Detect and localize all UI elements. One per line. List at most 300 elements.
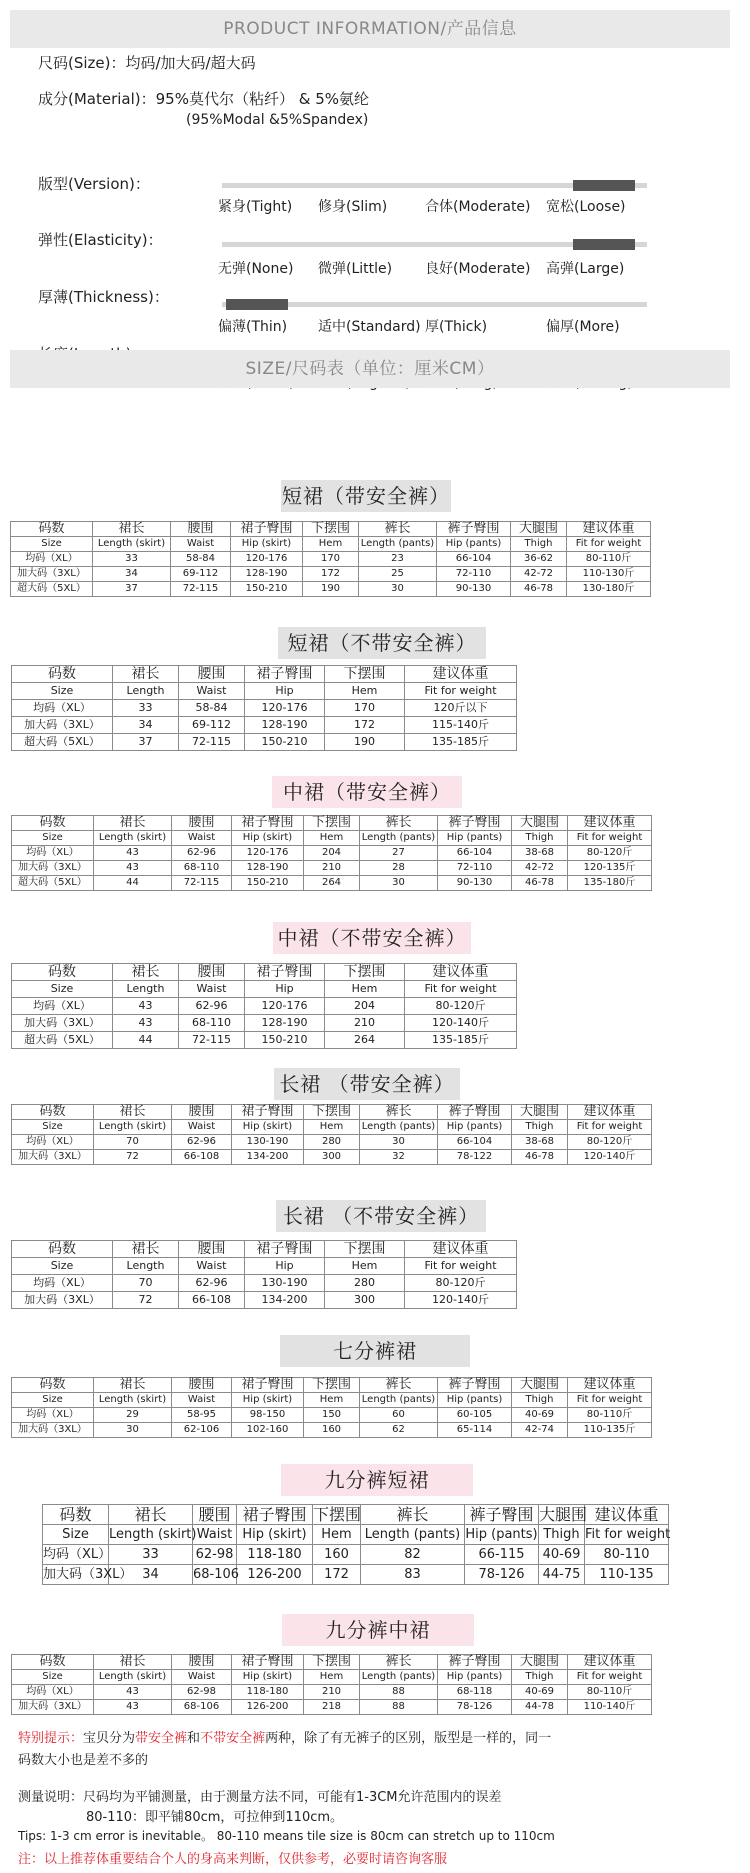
table-header-cn [43, 1505, 669, 1525]
table-header-en [12, 831, 652, 846]
attribute-option: 良好(Moderate) [425, 261, 531, 277]
table-cell: 43 [113, 1015, 179, 1032]
table-cell: 78-122 [438, 1150, 512, 1165]
table-cell: Fit for weight [568, 1670, 652, 1685]
table-cell: Size [43, 1525, 109, 1545]
table-cell: 裙子臀围 [232, 1378, 304, 1393]
table-cell: 38-68 [512, 1135, 568, 1150]
table-cell: Hip (skirt) [232, 831, 304, 846]
product-info-header: PRODUCT INFORMATION/产品信息 [10, 10, 730, 48]
size-table-title: 短裙（带安全裤） [281, 480, 451, 512]
table-cell: 72-115 [179, 1032, 245, 1049]
table-cell: 204 [325, 998, 405, 1015]
size-table-title: 九分裤中裙 [282, 1614, 474, 1646]
table-cell: 33 [109, 1545, 193, 1565]
table-cell: 135-180斤 [568, 876, 652, 891]
table-cell: 60 [360, 1408, 438, 1423]
table-cell: 裙子臀围 [232, 816, 304, 831]
special-tip-line2: 码数大小也是差不多的 [18, 1753, 149, 1768]
table-cell: 72-115 [172, 876, 232, 891]
table-cell: 裤子臀围 [438, 816, 512, 831]
table-header-cn [12, 666, 517, 683]
table-cell: Thigh [512, 1120, 568, 1135]
table-cell: 超大码（5XL） [12, 1032, 113, 1049]
table-cell: 34 [93, 567, 171, 582]
table-cell: 裙长 [94, 1378, 172, 1393]
table-cell: Hip (pants) [437, 537, 511, 552]
table-cell: 码数 [12, 666, 113, 683]
table-cell: Length (pants) [361, 1525, 465, 1545]
table-cell: 66-104 [438, 846, 512, 861]
table-cell: Hem [325, 981, 405, 998]
table-cell: 120-140斤 [405, 1292, 517, 1309]
table-row [12, 1150, 652, 1165]
table-cell: Hem [304, 1670, 360, 1685]
table-cell: 加大码（3XL） [11, 567, 93, 582]
size-table-title: 中裙（带安全裤） [272, 776, 462, 808]
material-en: (95%Modal &5%Spandex) [186, 112, 369, 128]
table-cell: 128-190 [232, 861, 304, 876]
table-cell: Waist [171, 537, 231, 552]
table-cell: 160 [304, 1423, 360, 1438]
table-cell: 40-69 [512, 1685, 568, 1700]
table-cell: 68-118 [438, 1685, 512, 1700]
table-row [12, 846, 652, 861]
table-header-en [12, 1258, 517, 1275]
table-cell: 80-110斤 [568, 1408, 652, 1423]
table-cell: 126-200 [237, 1565, 313, 1585]
table-cell: 裤长 [360, 1655, 438, 1670]
table-cell: Fit for weight [405, 1258, 517, 1275]
table-cell: 44-78 [512, 1700, 568, 1715]
table-cell: 均码（XL） [12, 1275, 113, 1292]
table-cell: 120斤以下 [405, 700, 517, 717]
table-cell: Length (skirt) [94, 831, 172, 846]
table-cell: 134-200 [232, 1150, 304, 1165]
size-line: 尺码(Size)：均码/加大码/超大码 [38, 54, 256, 72]
size-table [11, 1104, 652, 1165]
table-cell: Length (skirt) [94, 1670, 172, 1685]
table-cell: 加大码（3XL） [12, 717, 113, 734]
table-cell: 80-120斤 [405, 998, 517, 1015]
table-cell: 超大码（5XL） [12, 876, 94, 891]
tips-en: Tips: 1-3 cm error is inevitable。 80-110 means tile size is 80cm can stretch up to 110cm [18, 1829, 555, 1843]
table-cell: Fit for weight [405, 981, 517, 998]
table-header-cn [12, 816, 652, 831]
table-header-en [12, 683, 517, 700]
table-cell: Waist [172, 1120, 232, 1135]
table-cell: 下摆围 [303, 522, 359, 537]
table-cell: Hip (pants) [438, 1120, 512, 1135]
table-cell: 58-84 [171, 552, 231, 567]
table-cell: 78-126 [438, 1700, 512, 1715]
table-cell: 42-72 [511, 567, 567, 582]
table-cell: Thigh [511, 537, 567, 552]
table-cell: Hip (pants) [465, 1525, 539, 1545]
table-cell: 42-74 [512, 1423, 568, 1438]
table-cell: Size [12, 1258, 113, 1275]
table-cell: Thigh [512, 1670, 568, 1685]
tip-red-with-pants: 带安全裤 [135, 1731, 188, 1746]
table-cell: 裤长 [361, 1505, 465, 1525]
table-cell: 38-68 [512, 846, 568, 861]
tip-text-c: 两种，除了有无裤子的区别，版型是一样的，同一 [265, 1731, 552, 1746]
table-cell: Waist [179, 683, 245, 700]
table-cell: Hem [304, 831, 360, 846]
table-cell: Waist [172, 1670, 232, 1685]
table-cell: 120-176 [245, 700, 325, 717]
table-cell: Hip (skirt) [232, 1120, 304, 1135]
table-cell: 30 [360, 1135, 438, 1150]
table-cell: 58-95 [172, 1408, 232, 1423]
table-row [11, 552, 651, 567]
attribute-option: 紧身(Tight) [218, 199, 293, 215]
table-cell: 150-210 [245, 734, 325, 751]
table-cell: 72-115 [179, 734, 245, 751]
table-cell: 88 [360, 1700, 438, 1715]
table-cell: 68-106 [172, 1700, 232, 1715]
table-cell: 下摆围 [304, 1655, 360, 1670]
table-cell: 43 [94, 1700, 172, 1715]
table-cell: 83 [361, 1565, 465, 1585]
table-cell: 33 [93, 552, 171, 567]
table-cell: Waist [179, 981, 245, 998]
table-cell: Hem [304, 1393, 360, 1408]
attribute-option: 偏薄(Thin) [218, 319, 288, 335]
table-row [12, 1700, 652, 1715]
table-cell: 70 [94, 1135, 172, 1150]
table-cell: 加大码（3XL） [12, 1015, 113, 1032]
table-cell: 下摆围 [313, 1505, 362, 1524]
table-row [12, 700, 517, 717]
table-cell: 130-190 [245, 1275, 325, 1292]
table-row [12, 1135, 652, 1150]
table-row [12, 998, 517, 1015]
table-cell: Thigh [539, 1525, 585, 1545]
table-cell: 建议体重 [585, 1505, 669, 1525]
table-cell: 135-185斤 [405, 734, 517, 751]
table-cell: 加大码（3XL） [12, 861, 94, 876]
table-cell: Hip [245, 981, 325, 998]
table-cell: 65-114 [438, 1423, 512, 1438]
table-cell: 25 [359, 567, 437, 582]
table-cell: 裙长 [94, 1105, 172, 1120]
size-table-title: 短裙（不带安全裤） [278, 627, 486, 659]
table-cell: 120-176 [245, 998, 325, 1015]
table-cell: Length [113, 981, 179, 998]
table-cell: 码数 [12, 1241, 113, 1258]
table-cell: 腰围 [172, 816, 232, 831]
table-header-cn [12, 964, 517, 981]
table-cell: Hip (pants) [438, 831, 512, 846]
table-cell: 码数 [12, 1655, 94, 1670]
attribute-option: 偏厚(More) [546, 319, 620, 335]
attribute-label: 弹性(Elasticity)： [38, 231, 163, 249]
table-cell: Length (pants) [360, 1393, 438, 1408]
table-cell: 170 [303, 552, 359, 567]
table-cell: 腰围 [172, 1378, 232, 1393]
table-cell: 均码（XL） [12, 1685, 94, 1700]
table-cell: 裙子臀围 [245, 964, 325, 981]
table-header-cn [12, 1105, 652, 1120]
table-cell: Hem [304, 1120, 360, 1135]
table-cell: 210 [304, 1685, 360, 1700]
table-cell: 128-190 [245, 717, 325, 734]
weight-warning: 注：以上推荐体重要结合个人的身高来判断，仅供参考，必要时请咨询客服 [18, 1852, 448, 1867]
table-cell: 218 [304, 1700, 360, 1715]
table-cell: Length (skirt) [93, 537, 171, 552]
table-cell: 30 [359, 582, 437, 597]
table-cell: 43 [94, 861, 172, 876]
table-cell: 29 [94, 1408, 172, 1423]
table-cell: 腰围 [179, 666, 245, 683]
attribute-option: 适中(Standard) [318, 319, 421, 335]
table-cell: 80-120斤 [568, 1135, 652, 1150]
table-cell: 裙子臀围 [232, 1105, 304, 1120]
table-cell: 裤子臀围 [438, 1378, 512, 1393]
table-row [43, 1545, 669, 1565]
table-cell: 裙长 [109, 1505, 193, 1525]
table-cell: 37 [113, 734, 179, 751]
table-cell: 72 [113, 1292, 179, 1309]
table-cell: Hip (pants) [438, 1393, 512, 1408]
table-cell: 40-69 [539, 1545, 585, 1565]
table-cell: Length (pants) [360, 1670, 438, 1685]
table-cell: 66-104 [438, 1135, 512, 1150]
table-cell: 68-110 [179, 1015, 245, 1032]
table-cell: 大腿围 [512, 1105, 568, 1120]
table-cell: 下摆围 [304, 1378, 360, 1393]
table-cell: Waist [172, 1393, 232, 1408]
table-cell: Size [12, 831, 94, 846]
table-cell: 均码（XL） [11, 552, 93, 567]
table-cell: 28 [360, 861, 438, 876]
table-cell: 210 [304, 861, 360, 876]
table-cell: 大腿围 [539, 1505, 588, 1524]
selected-marker [573, 239, 635, 250]
table-cell: 66-108 [179, 1292, 245, 1309]
table-cell: 大腿围 [512, 816, 568, 831]
table-cell: Fit for weight [585, 1525, 669, 1545]
selected-marker [573, 180, 635, 191]
table-row [12, 861, 652, 876]
table-cell: Thigh [512, 831, 568, 846]
table-cell: 27 [360, 846, 438, 861]
table-cell: 36-62 [511, 552, 567, 567]
table-cell: 98-150 [232, 1408, 304, 1423]
table-cell: 裙子臀围 [232, 1655, 304, 1670]
table-cell: 裙长 [113, 964, 179, 981]
table-row [12, 717, 517, 734]
table-cell: 120-140斤 [568, 1150, 652, 1165]
table-cell: Waist [193, 1525, 237, 1545]
table-cell: Waist [172, 831, 232, 846]
table-cell: 均码（XL） [12, 1408, 94, 1423]
table-cell: 30 [94, 1423, 172, 1438]
table-cell: 大腿围 [512, 1655, 568, 1670]
table-cell: 码数 [12, 1105, 94, 1120]
attribute-option: 修身(Slim) [318, 199, 388, 215]
table-cell: 43 [113, 998, 179, 1015]
table-header-cn [12, 1378, 652, 1393]
table-cell: 下摆围 [304, 816, 360, 831]
table-cell: 115-140斤 [405, 717, 517, 734]
table-cell: 62-98 [172, 1685, 232, 1700]
table-cell: 110-130斤 [567, 567, 651, 582]
table-cell: Length (skirt) [109, 1525, 193, 1545]
size-table [11, 1654, 652, 1715]
table-cell: 裤子臀围 [437, 522, 511, 537]
table-cell: 190 [325, 734, 405, 751]
size-table-title: 九分裤短裙 [281, 1464, 473, 1496]
table-cell: 120-135斤 [568, 861, 652, 876]
table-cell: Waist [179, 1258, 245, 1275]
table-cell: 34 [113, 717, 179, 734]
table-cell: Length (pants) [360, 1120, 438, 1135]
table-cell: 300 [325, 1292, 405, 1309]
table-cell: Size [12, 1670, 94, 1685]
table-cell: Hip (pants) [438, 1670, 512, 1685]
table-cell: 66-115 [465, 1545, 539, 1565]
table-cell: 172 [325, 717, 405, 734]
table-cell: 加大码（3XL） [12, 1700, 94, 1715]
table-cell: 裤子臀围 [438, 1655, 512, 1670]
table-cell: 66-108 [172, 1150, 232, 1165]
table-cell: 72 [94, 1150, 172, 1165]
table-cell: 大腿围 [511, 522, 567, 537]
table-cell: Hem [303, 537, 359, 552]
table-cell: 建议体重 [568, 1378, 652, 1393]
table-cell: 44-75 [539, 1565, 585, 1585]
table-cell: 150-210 [245, 1032, 325, 1049]
table-header-cn [12, 1241, 517, 1258]
size-table-title: 长裙 （不带安全裤） [276, 1200, 486, 1232]
table-cell: 加大码（3XL） [12, 1423, 94, 1438]
table-cell: 裤长 [360, 1105, 438, 1120]
table-cell: 264 [325, 1032, 405, 1049]
table-cell: 码数 [12, 816, 94, 831]
table-cell: 172 [303, 567, 359, 582]
table-cell: Size [12, 1393, 94, 1408]
table-cell: Length [113, 1258, 179, 1275]
table-cell: 裙长 [113, 1241, 179, 1258]
table-row [12, 1032, 517, 1049]
table-cell: 裙子臀围 [231, 522, 303, 537]
measure-note-1: 测量说明：尺码均为平铺测量，由于测量方法不同，可能有1-3CM允许范围内的误差 [18, 1790, 502, 1805]
attribute-option: 微弹(Little) [318, 261, 393, 277]
table-row [11, 567, 651, 582]
table-header-en [12, 981, 517, 998]
table-cell: 120-176 [231, 552, 303, 567]
table-cell: 裤长 [360, 1378, 438, 1393]
table-cell: 46-78 [512, 1150, 568, 1165]
table-cell: 46-78 [511, 582, 567, 597]
table-header-cn [11, 522, 651, 537]
table-cell: 135-185斤 [405, 1032, 517, 1049]
table-row [12, 1015, 517, 1032]
size-table [11, 1240, 517, 1309]
measure-note-2: 80-110：即平铺80cm，可拉伸到110cm。 [86, 1810, 344, 1825]
table-cell: Size [12, 1120, 94, 1135]
table-cell: Fit for weight [405, 683, 517, 700]
table-cell: 码数 [12, 1378, 94, 1393]
table-row [43, 1565, 669, 1585]
table-cell: 150 [304, 1408, 360, 1423]
table-cell: Size [11, 537, 93, 552]
table-cell: 33 [113, 700, 179, 717]
table-cell: 建议体重 [405, 666, 517, 683]
table-cell: 腰围 [193, 1505, 237, 1525]
table-cell: 120-140斤 [405, 1015, 517, 1032]
table-cell: 110-135斤 [568, 1423, 652, 1438]
table-cell: 80-120斤 [568, 846, 652, 861]
table-cell: Hip (skirt) [232, 1393, 304, 1408]
table-cell: 69-112 [179, 717, 245, 734]
table-cell: Fit for weight [568, 1393, 652, 1408]
table-cell: 68-110 [172, 861, 232, 876]
table-header-en [12, 1393, 652, 1408]
table-cell: 110-135 [585, 1565, 669, 1585]
table-cell: 下摆围 [304, 1105, 360, 1120]
selected-marker [226, 299, 288, 310]
size-table-title: 中裙（不带安全裤） [273, 922, 471, 954]
size-table-header: SIZE/尺码表（单位：厘米CM） [10, 350, 730, 388]
table-cell: Length (skirt) [94, 1393, 172, 1408]
table-cell: Size [12, 683, 113, 700]
table-cell: 大腿围 [512, 1378, 568, 1393]
table-cell: 均码（XL） [12, 846, 94, 861]
table-cell: 下摆围 [325, 666, 405, 683]
table-cell: 126-200 [232, 1700, 304, 1715]
table-cell: 腰围 [172, 1655, 232, 1670]
table-cell: 均码（XL） [12, 700, 113, 717]
table-cell: 150-210 [232, 876, 304, 891]
table-cell: 裙子臀围 [237, 1505, 313, 1525]
table-cell: 280 [325, 1275, 405, 1292]
table-cell: 102-160 [232, 1423, 304, 1438]
table-cell: 均码（XL） [12, 1135, 94, 1150]
table-cell: 建议体重 [405, 1241, 517, 1258]
table-cell: 264 [304, 876, 360, 891]
table-cell: 118-180 [232, 1685, 304, 1700]
table-cell: 120-176 [232, 846, 304, 861]
table-cell: 80-110斤 [568, 1685, 652, 1700]
table-cell: 34 [109, 1565, 193, 1585]
table-cell: 加大码（3XL） [12, 1150, 94, 1165]
attribute-option: 宽松(Loose) [546, 199, 626, 215]
table-cell: 码数 [11, 522, 93, 537]
table-cell: 42-72 [512, 861, 568, 876]
table-cell: 210 [325, 1015, 405, 1032]
table-cell: 腰围 [179, 964, 245, 981]
table-row [12, 1292, 517, 1309]
table-cell: 78-126 [465, 1565, 539, 1585]
table-cell: Hip (skirt) [232, 1670, 304, 1685]
table-cell: 62-96 [172, 846, 232, 861]
table-cell: 172 [313, 1565, 361, 1585]
table-cell: 150-210 [231, 582, 303, 597]
tip-text-a: 宝贝分为 [83, 1731, 136, 1746]
table-cell: Length (skirt) [94, 1120, 172, 1135]
table-cell: Length (pants) [360, 831, 438, 846]
size-table [11, 1377, 652, 1438]
table-cell: 裤长 [359, 522, 437, 537]
table-cell: 46-78 [512, 876, 568, 891]
table-cell: 码数 [12, 964, 113, 981]
table-cell: 62 [360, 1423, 438, 1438]
table-cell: 裙长 [94, 816, 172, 831]
table-cell: 下摆围 [325, 964, 405, 981]
